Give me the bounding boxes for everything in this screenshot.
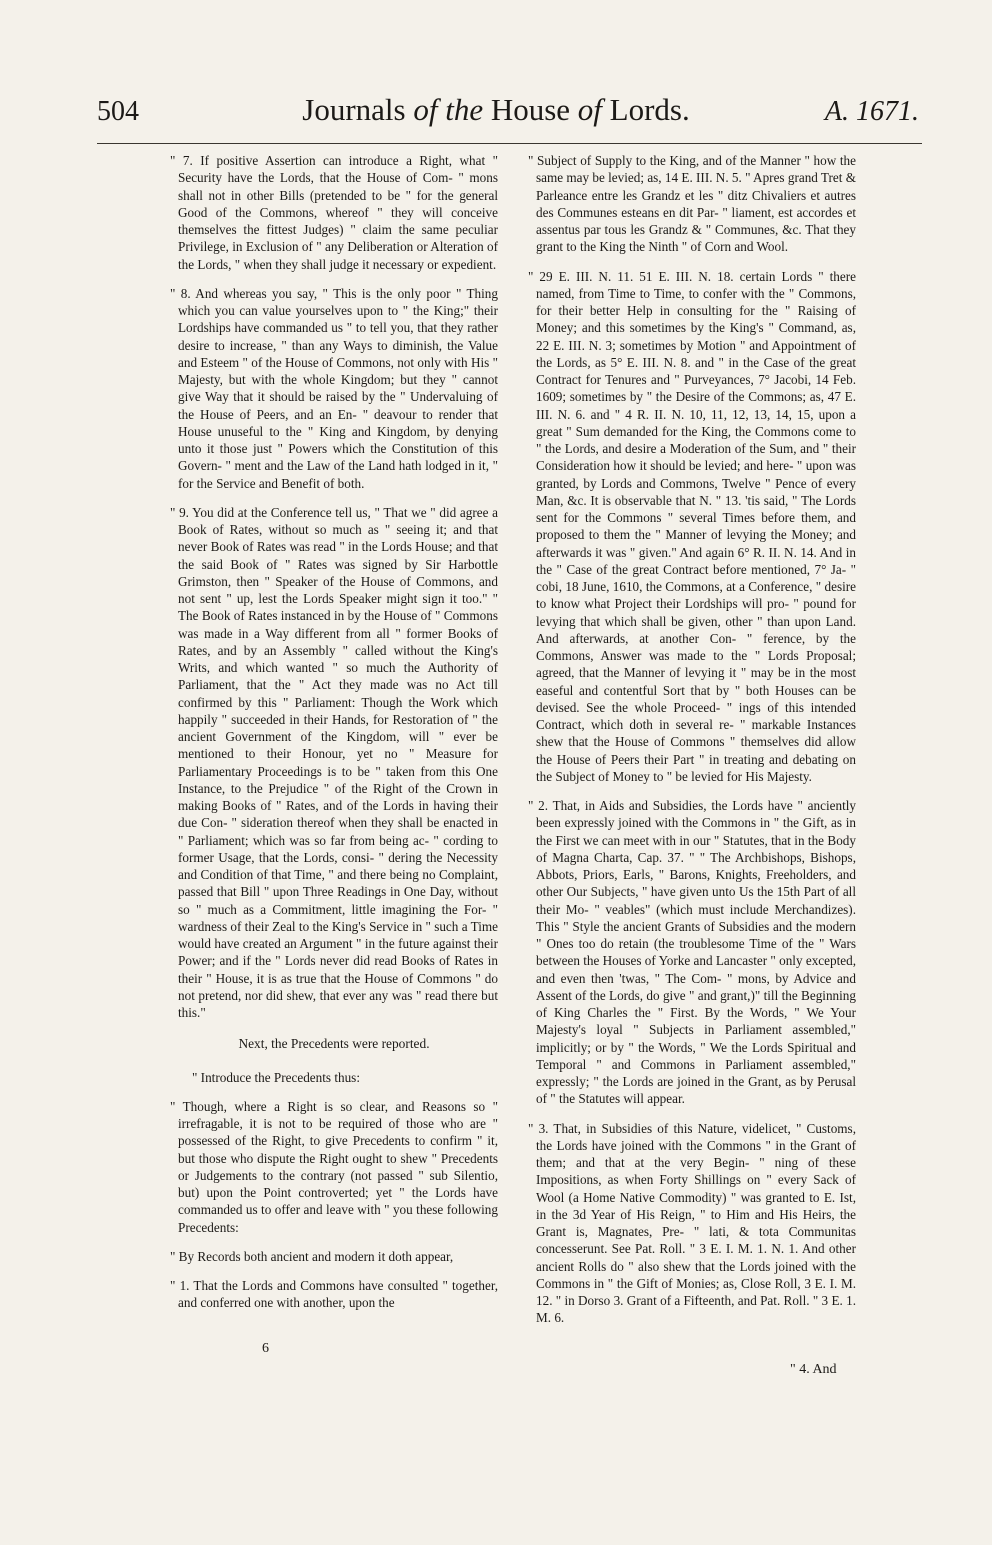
title-house: House bbox=[490, 92, 571, 127]
paragraph-item-9: " 9. You did at the Conference tell us, " That we " did agree a Book of Rates, without so much as " seeing it; and that never Book of Rates was read " in the Lords House; and that the said Book of " Rates was signed by Sir Harbottle Grimston, then " Speaker of the House of Commons, and not sent " up, lest the Lords Speaker might sign it too." " The Book of Rates instanced in by the House of " Commons was made in a Way different from all " former Books of Rates, and by an Assembly " called without the King's Writs, and which wanted " so much the Authority of Parliament, that the " Act they made was no Act till confirmed by this " Parliament: Though the Work which happily " succeeded in their Hands, for Restoration of " the ancient Government of the Kingdom, will " ever be mentioned to their Honour, yet no " Measure for Parliamentary Proceedings is to be " taken from this One Instance, to the Prejudice " of the Right of the Crown in making Books of " Rates, and of the Lords in having their due Con- " sideration thereof when they shall be enacted in " Parliament; which was so far from being ac- " cording to former Usage, that the Lords, consi- " dering the Necessity and Condition of that Time, " and there being no Complaint, passed that Bill " upon Three Readings in One Day, without so " much as a Commitment, little imagining the For- " wardness of their Zeal to the King's Service in " such a Time would have created an Argument " in the future against their Power; and if the " Lords never did read Books of Rates in their " House, it is as true that the House of Commons " do not pretend, nor did shew, that ever any was " read there but this." bbox=[170, 504, 498, 1020]
page-number: 504 bbox=[97, 96, 139, 127]
paragraph-item-8: " 8. And whereas you say, " This is the only poor " Thing which you can value yourselves upon to " the King;" their Lordships have commanded us " to tell you, that they rather desire to increase, " than any Ways to diminish, the Value and Esteem " of the House of Commons, not only with His " Majesty, but with the whole Kingdom; but they " cannot give Way that it should be raised by the " Undervaluing of the House of Peers, and an En- " deavour to render that House unuseful to the " King and Kingdom, by denying unto it those just " Powers which the Constitution of this Govern- " ment and the Law of the Land hath lodged in it, " for the Service and Benefit of both. bbox=[170, 285, 498, 491]
title-journals: Journals bbox=[302, 92, 406, 127]
precedents-reported: Next, the Precedents were reported. bbox=[238, 1036, 430, 1052]
catchword: " 4. And bbox=[790, 1362, 837, 1377]
title-the: the bbox=[445, 92, 484, 127]
right-column bbox=[528, 152, 856, 1339]
header-rule bbox=[97, 143, 922, 144]
title-lords: Lords. bbox=[609, 92, 690, 127]
title-of: of bbox=[413, 92, 438, 127]
paragraph-item-7: " 7. If positive Assertion can introduce a Right, what " Security have the Lords, that the House of Com- " mons shall not in other Bills (pretended to be " for the general Good of the Commons, whereof " they will conceive themselves the fittest Judges) " claim the same peculiar Privilege, in Exclusion of " any Deliberation or Alteration of the Lords, " when they shall judge it necessary or expedient. bbox=[170, 153, 498, 272]
paragraph-precedent-2: " 2. That, in Aids and Subsidies, the Lords have " anciently been expressly joined with the Commons in " the Gift, as in the First we can meet with in our " Statutes, that in the Body of Magna Charta, Cap. 37. " " The Archbishops, Bishops, Abbots, Priors, Earls, " Barons, Knights, Freeholders, and other Our Subjects, " have given unto Us the 15th Part of all their Mo- " veables" (which must include Merchandizes). This " Style the ancient Grants of Subsidies and the modern " Ones too do retain (the troublesome Time of the " Wars between the Houses of Yorke and Lancaster " only excepted, and even then 'twas, " The Com- " mons, by Advice and Assent of the Lords, do give " and grant,)" till the Beginning of King Charles the " First. By the Words, " We Your Majesty's loyal " Subjects in Parliament assembled," implicitly; or by " the Words, " We the Lords Spiritual and Temporal " and Commons in Parliament assembled," expressly; " the Lords are joined in the Grant, as by Perusal of " the Statutes will appear. bbox=[528, 798, 856, 1107]
paragraph-though: " Though, where a Right is so clear, and Reasons so " irrefragable, it is not to be required of those who are " possessed of the Right, to give Precedents to confirm " it, but those who dispute the Right ought to shew " Precedents or Judgements to the contrary (not passed " sub Silentio, but) upon the Point controverted; yet " the Lords have commanded us to offer and leave with " you these following Precedents: bbox=[170, 1098, 498, 1235]
left-column bbox=[170, 152, 498, 1324]
page-year: A. 1671. bbox=[824, 96, 919, 127]
paragraph-by-records: " By Records both ancient and modern it doth appear, bbox=[170, 1248, 454, 1264]
title-of-2: of bbox=[577, 92, 602, 127]
signature-mark: 6 bbox=[262, 1341, 269, 1356]
paragraph-precedent-1-cont: " Subject of Supply to the King, and of the Manner " how the same may be levied; as, 14 E. III. N. 5. " Apres grand Tret & Parleance entre les Grandz et les " ditz Chivaliers et autres des Communes esteans en dit Par- " liament, est accordes et assentus par tous les Grandz & " Communes, &c. That they grant to the King the Ninth " of Corn and Wool. bbox=[528, 153, 856, 255]
paragraph-precedent-3: " 3. That, in Subsidies of this Nature, videlicet, " Customs, the Lords have joined with the Commons " in the Grant of them; and that at the very Begin- " ning of these Impositions, as when Forty Shillings on " every Sack of Wool (a Home Native Commodity) " was granted to E. Ist, in the 3d Year of His Reign, " to Him and His Heirs, the Grant is, Magnates, Pre- " lati, & tota Communitas concesserunt. See Pat. Roll. " 3 E. I. M. 1. N. 1. And other ancient Rolls do " also shew that the Lords joined with the Commons in " the Gift of Monies; as, Close Roll, 3 E. I. M. 12. " in Dorso 3. Grant of a Fifteenth, and Pat. Roll. " 3 E. 1. M. 6. bbox=[528, 1120, 856, 1326]
paragraph-precedent-1-start: " 1. That the Lords and Commons have consulted " together, and conferred one with another, upon the bbox=[170, 1278, 498, 1311]
introduce-precedents: " Introduce the Precedents thus: bbox=[192, 1069, 360, 1085]
paragraph-29-edward-iii: " 29 E. III. N. 11. 51 E. III. N. 18. certain Lords " there named, from Time to Time, to confer with the " Commons, for their better Help in consulting for the " Raising of Money; and this sometimes by the King's " Command, as, 22 E. III. N. 3; sometimes by Motion " and Appointment of the Lords, as 5° E. III. N. 8. and " in the Case of the great Contract for Tenures and " Purveyances, 7° Jacobi, 14 Feb. 1609; sometimes by " the Desire of the Commons; as, 47 E. III. N. 6. and " 4 R. II. N. 10, 11, 12, 13, 14, 15, upon a great " Sum demanded for the King, the Commons come to " the Lords, and desire a Moderation of the Sum, and " their Consideration how it should be levied; and here- " upon was granted, by Lords and Commons, Twelve " Pence of every Man, &c. It is observable that N. " 13. 'tis said, " The Lords sent for the Commons " several Times before them, and proposed to them the " Manner of levying the Money; and afterwards it was " given." And again 6° R. II. N. 14. And in the " Case of the great Contract before mentioned, 7° Ja- " cobi, 18 June, 1610, the Commons, at a Conference, " desire to know what Project their Lordships will pro- " pound for levying that which shall be given, other " than upon Land. And afterwards, at another Con- " ference, by the Commons, Answer was made to the " Lords Proposal; agreed, that the Manner of levying it " may be in the most easeful and contentful Sort that by " both Houses can be devised. See the whole Proceed- " ings of this intended Contract, which doth in several re- " markable Instances shew that the House of Commons " themselves did allow the House of Peers their Part " in treating and debating on the Subject of Money to " be levied for His Majesty. bbox=[528, 268, 856, 784]
